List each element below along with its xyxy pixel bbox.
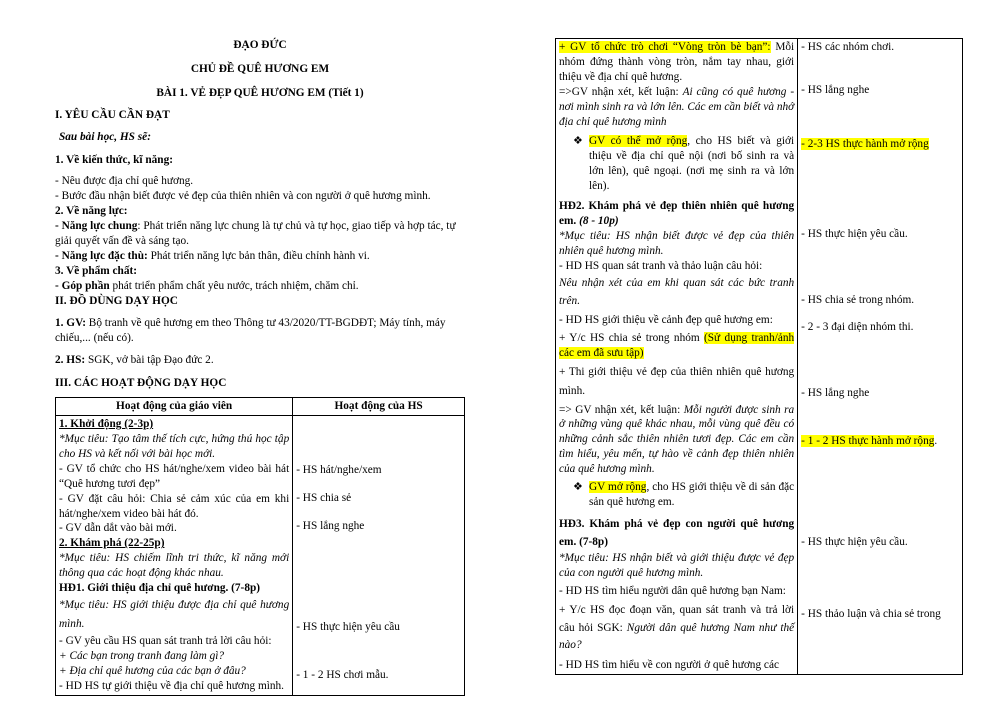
quality-title: 3. Về phẩm chất: [55, 264, 138, 277]
knowledge-item-1: - Nêu được địa chỉ quê hương. [55, 175, 194, 188]
topic-title: CHỦ ĐỀ QUÊ HƯƠNG EM [190, 62, 330, 75]
hs-response-2: - HS chia sẻ [296, 492, 352, 505]
diamond-bullet-icon: ❖ [573, 481, 583, 494]
hs-response-1: - HS hát/nghe/xem [296, 464, 382, 477]
knowledge-item-2: - Bước đầu nhận biết được vẻ đẹp của thiên nhiên và con người ở quê hương mình. [55, 190, 431, 203]
hd1-step-1: - GV yêu cầu HS quan sát tranh trả lời câu hỏi: [59, 635, 272, 648]
game-conclusion: =>GV nhận xét, kết luận: Ai cũng có quê hương - nơi mình sinh ra và lớn lên. Các em cần biết và nhớ địa chỉ quê hương mình [559, 85, 795, 128]
hd1-step-2: - HD HS tự giới thiệu về địa chỉ quê hương mình. [59, 680, 284, 693]
diamond-bullet-icon: ❖ [573, 135, 583, 148]
hd2-step-2: - HD HS giới thiệu về cảnh đẹp quê hương em: [559, 313, 773, 326]
hs-response-4: - HS thực hiện yêu cầu [296, 620, 400, 633]
teacher-cell-left [56, 416, 293, 696]
hs-right-8: - 1 - 2 HS thực hành mở rộng. [801, 435, 938, 448]
hd1-question-2: + Địa chỉ quê hương của các bạn ở đâu? [59, 665, 246, 678]
hs-response-3: - HS lắng nghe [296, 519, 365, 532]
extension-1: ❖ GV có thể mở rộng, cho HS biết và giới thiệu về địa chỉ quê nội (nơi bố sinh ra và lớn lên), quê ngoại. (nơi mẹ sinh ra và lớn lên). [573, 135, 795, 193]
materials-hs: 2. HS: SGK, vở bài tập Đạo đức 2. [55, 354, 214, 367]
warmup-step-2: - GV đặt câu hỏi: Chia sẻ cảm xúc của em khi hát/nghe/xem video bài hát đó. [59, 492, 290, 520]
col-header-teacher: Hoạt động của giáo viên [56, 398, 293, 416]
right-page [555, 38, 963, 675]
warmup-step-1: - GV tổ chức cho HS hát/nghe/xem video bài hát “Quê hương tươi đẹp” [59, 462, 290, 490]
hs-right-1: - HS các nhóm chơi. [801, 41, 895, 53]
hs-right-9: - HS thực hiện yêu cầu. [801, 536, 908, 549]
section-1-intro: Sau bài học, HS sẽ: [59, 130, 151, 143]
hs-right-6: - 2 - 3 đại diện nhóm thi. [801, 320, 914, 333]
hd2-step-3: + Y/c HS chia sẻ trong nhóm (Sử dụng tranh/ảnh các em đã sưu tập) [559, 331, 795, 359]
section-1-title: I. YÊU CẦU CẦN ĐẠT [55, 108, 170, 121]
section-3-title: III. CÁC HOẠT ĐỘNG DẠY HỌC [55, 377, 227, 390]
hs-right-7: - HS lắng nghe [801, 387, 870, 400]
left-page [55, 38, 465, 696]
hd2-conclusion: => GV nhận xét, kết luận: Mỗi người được sinh ra ở những vùng quê khác nhau, mỗi vùng quê đều có những cảnh sắc thiên nhiên tươi đẹp. Các em cần tìm hiểu, yêu mến, tự hào về cảnh đẹp thiên nhiên của quê hương mình. [559, 403, 795, 476]
quality-item: - Góp phần phát triển phẩm chất yêu nước, trách nhiệm, chăm chỉ. [55, 279, 359, 292]
explore-title: 2. Khám phá (22-25p) [59, 537, 165, 550]
hd2-step-1: - HD HS quan sát tranh và thảo luận câu hỏi: [559, 259, 763, 272]
warmup-goal: *Mục tiêu: Tạo tâm thế tích cực, hứng thú học tập cho HS và kết nối với bài học mới. [59, 433, 290, 460]
competence-specific: - Năng lực đặc thù: Phát triển năng lực bản thân, điều chỉnh hành vi. [55, 249, 370, 262]
hd3-step-2: + Y/c HS đọc đoạn văn, quan sát tranh và trả lời câu hỏi SGK: Người dân quê hương Nam như thế nào? [559, 604, 795, 652]
activities-table-right [555, 38, 963, 675]
extension-2: ❖ GV mở rộng, cho HS giới thiệu về di sản đặc sản quê hương em. [573, 481, 795, 508]
hs-right-2: - HS lắng nghe [801, 83, 870, 96]
hd2-goal: *Mục tiêu: HS nhận biết được vẻ đẹp của thiên nhiên quê hương mình. [559, 229, 795, 257]
student-cell-left [293, 416, 465, 696]
col-header-student: Hoạt động của HS [293, 398, 465, 416]
lesson-title: BÀI 1. VẺ ĐẸP QUÊ HƯƠNG EM (Tiết 1) [156, 86, 364, 99]
game-step: + GV tổ chức trò chơi “Vòng tròn bè bạn”: Mỗi nhóm đứng thành vòng tròn, nắm tay nhau, giới thiệu về địa chỉ quê hương. [559, 41, 795, 83]
activities-table-left [55, 397, 465, 696]
hd3-step-3: - HD HS tìm hiểu về con người ở quê hương các [559, 658, 779, 671]
hs-right-5: - HS chia sẻ trong nhóm. [801, 293, 915, 306]
student-cell-right [798, 39, 963, 675]
competence-general: - Năng lực chung: Phát triển năng lực chung là tự chủ và tự học, giao tiếp và hợp tác, tự giải quyết vấn đề và sáng tạo. [55, 220, 456, 248]
hd3-title: HĐ3. Khám phá vẻ đẹp con người quê hương em. (7-8p) [559, 517, 795, 548]
knowledge-title: 1. Về kiến thức, kĩ năng: [55, 153, 173, 166]
hs-response-5: - 1 - 2 HS chơi mẫu. [296, 668, 389, 681]
hd3-step-1: - HD HS tìm hiểu người dân quê hương bạn Nam: [559, 584, 786, 597]
hd1-title: HĐ1. Giới thiệu địa chỉ quê hương. (7-8p) [59, 582, 261, 595]
warmup-step-3: - GV dẫn dắt vào bài mới. [59, 522, 177, 535]
hd1-question-1: + Các bạn trong tranh đang làm gì? [59, 650, 225, 663]
hs-right-10: - HS thảo luận và chia sẻ trong [801, 608, 941, 621]
subject-title: ĐẠO ĐỨC [233, 39, 287, 51]
warmup-title: 1. Khởi động (2-3p) [59, 418, 154, 431]
materials-gv: 1. GV: Bộ tranh về quê hương em theo Thông tư 43/2020/TT-BGDĐT; Máy tính, máy chiếu,... (nếu có). [55, 316, 446, 344]
explore-goal: *Mục tiêu: HS chiếm lĩnh tri thức, kĩ năng mới thông qua các hoạt động khác nhau. [59, 552, 290, 580]
hs-right-4: - HS thực hiện yêu cầu. [801, 227, 908, 240]
teacher-cell-right [556, 39, 798, 675]
hd1-goal: *Mục tiêu: HS giới thiệu được địa chỉ quê hương mình. [59, 599, 290, 631]
hd2-question: Nêu nhận xét của em khi quan sát các bức tranh trên. [559, 276, 795, 307]
hs-right-3: - 2-3 HS thực hành mở rộng [801, 137, 929, 150]
section-2-title: II. ĐỒ DÙNG DẠY HỌC [55, 294, 178, 307]
hd2-step-4: + Thi giới thiệu vẻ đẹp của thiên nhiên quê hương mình. [559, 366, 795, 397]
hd2-title: HĐ2. Khám phá vẻ đẹp thiên nhiên quê hương em. (8 - 10p) [559, 200, 795, 227]
competence-title: 2. Về năng lực: [55, 205, 128, 218]
hd3-goal: *Mục tiêu: HS nhận biết và giới thiệu được vẻ đẹp của con người quê hương mình. [559, 552, 795, 579]
